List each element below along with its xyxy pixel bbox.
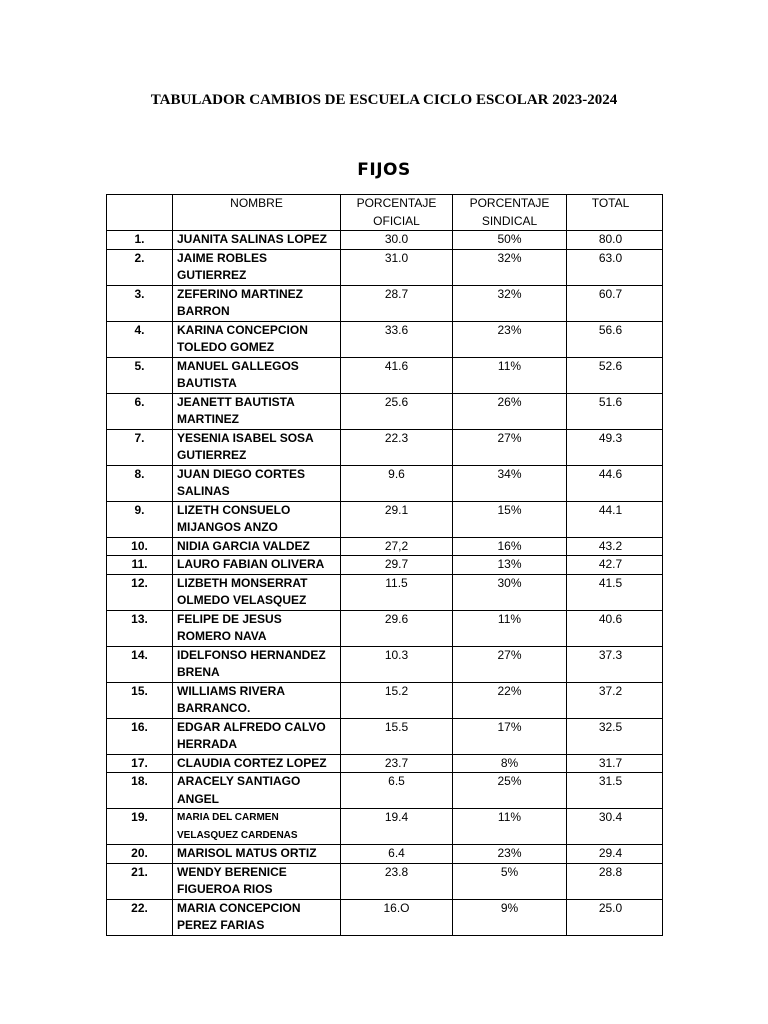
row-name: WILLIAMS RIVERA BARRANCO. (173, 682, 341, 718)
table-row (107, 537, 663, 556)
row-total: 43.2 (567, 537, 663, 556)
row-porcentaje-oficial: 16.O (341, 899, 453, 935)
row-number: 5. (107, 357, 173, 393)
row-porcentaje-sindical: 5% (453, 863, 567, 899)
row-name: ARACELY SANTIAGO ANGEL (173, 773, 341, 809)
row-number: 7. (107, 429, 173, 465)
row-porcentaje-sindical: 23% (453, 321, 567, 357)
row-porcentaje-sindical: 23% (453, 845, 567, 864)
row-porcentaje-oficial: 31.0 (341, 249, 453, 285)
row-name: JUAN DIEGO CORTES SALINAS (173, 465, 341, 501)
table-row (107, 754, 663, 773)
row-number: 19. (107, 809, 173, 845)
row-total: 28.8 (567, 863, 663, 899)
row-total: 37.3 (567, 646, 663, 682)
row-total: 40.6 (567, 610, 663, 646)
row-number: 18. (107, 773, 173, 809)
row-name: NIDIA GARCIA VALDEZ (173, 537, 341, 556)
row-total: 63.0 (567, 249, 663, 285)
row-name: JUANITA SALINAS LOPEZ (173, 231, 341, 250)
row-name: MANUEL GALLEGOS BAUTISTA (173, 357, 341, 393)
row-name: YESENIA ISABEL SOSA GUTIERREZ (173, 429, 341, 465)
row-porcentaje-oficial: 30.0 (341, 231, 453, 250)
row-porcentaje-oficial: 15.2 (341, 682, 453, 718)
row-porcentaje-sindical: 26% (453, 393, 567, 429)
row-total: 41.5 (567, 574, 663, 610)
row-number: 14. (107, 646, 173, 682)
row-porcentaje-oficial: 23.8 (341, 863, 453, 899)
row-number: 3. (107, 285, 173, 321)
row-porcentaje-oficial: 22.3 (341, 429, 453, 465)
row-total: 32.5 (567, 718, 663, 754)
row-porcentaje-sindical: 9% (453, 899, 567, 935)
row-total: 44.1 (567, 501, 663, 537)
header-number (107, 195, 173, 231)
header-porcentaje-oficial: PORCENTAJE OFICIAL (341, 195, 453, 231)
row-name: MARIA DEL CARMEN VELASQUEZ CARDENAS (173, 809, 341, 845)
row-number: 9. (107, 501, 173, 537)
row-porcentaje-oficial: 33.6 (341, 321, 453, 357)
row-number: 16. (107, 718, 173, 754)
row-number: 2. (107, 249, 173, 285)
row-name: FELIPE DE JESUS ROMERO NAVA (173, 610, 341, 646)
row-porcentaje-oficial: 28.7 (341, 285, 453, 321)
row-porcentaje-sindical: 22% (453, 682, 567, 718)
row-total: 25.0 (567, 899, 663, 935)
row-name: LIZETH CONSUELO MIJANGOS ANZO (173, 501, 341, 537)
table-row (107, 718, 663, 754)
row-number: 1. (107, 231, 173, 250)
row-number: 6. (107, 393, 173, 429)
row-total: 37.2 (567, 682, 663, 718)
row-number: 13. (107, 610, 173, 646)
row-total: 80.0 (567, 231, 663, 250)
row-name: JEANETT BAUTISTA MARTINEZ (173, 393, 341, 429)
table-row (107, 610, 663, 646)
table-row (107, 465, 663, 501)
header-porcentaje-sindical: PORCENTAJE SINDICAL (453, 195, 567, 231)
table-header-row (107, 195, 663, 231)
row-porcentaje-oficial: 6.5 (341, 773, 453, 809)
row-number: 11. (107, 556, 173, 575)
row-porcentaje-sindical: 13% (453, 556, 567, 575)
header-nombre: NOMBRE (173, 195, 341, 231)
row-number: 21. (107, 863, 173, 899)
row-total: 30.4 (567, 809, 663, 845)
row-porcentaje-sindical: 50% (453, 231, 567, 250)
row-porcentaje-oficial: 10.3 (341, 646, 453, 682)
row-number: 22. (107, 899, 173, 935)
row-porcentaje-sindical: 32% (453, 249, 567, 285)
table-row (107, 646, 663, 682)
row-name: KARINA CONCEPCION TOLEDO GOMEZ (173, 321, 341, 357)
header-total: TOTAL (567, 195, 663, 231)
row-name: EDGAR ALFREDO CALVO HERRADA (173, 718, 341, 754)
row-porcentaje-oficial: 23.7 (341, 754, 453, 773)
table-row (107, 863, 663, 899)
row-porcentaje-oficial: 11.5 (341, 574, 453, 610)
row-porcentaje-oficial: 29.1 (341, 501, 453, 537)
row-number: 17. (107, 754, 173, 773)
row-total: 60.7 (567, 285, 663, 321)
row-porcentaje-sindical: 11% (453, 357, 567, 393)
ranking-table (106, 194, 663, 936)
row-name: ZEFERINO MARTINEZ BARRON (173, 285, 341, 321)
row-porcentaje-sindical: 30% (453, 574, 567, 610)
row-name: IDELFONSO HERNANDEZ BRENA (173, 646, 341, 682)
row-porcentaje-sindical: 27% (453, 429, 567, 465)
table-row (107, 285, 663, 321)
row-number: 8. (107, 465, 173, 501)
row-porcentaje-sindical: 15% (453, 501, 567, 537)
row-total: 56.6 (567, 321, 663, 357)
table-row (107, 556, 663, 575)
document-title: TABULADOR CAMBIOS DE ESCUELA CICLO ESCOLAR 2023-2024 (150, 92, 618, 108)
row-porcentaje-sindical: 17% (453, 718, 567, 754)
row-name: LIZBETH MONSERRAT OLMEDO VELASQUEZ (173, 574, 341, 610)
row-number: 12. (107, 574, 173, 610)
row-porcentaje-oficial: 25.6 (341, 393, 453, 429)
row-porcentaje-sindical: 11% (453, 809, 567, 845)
table-row (107, 321, 663, 357)
table-row (107, 809, 663, 845)
row-porcentaje-sindical: 16% (453, 537, 567, 556)
row-name: MARIA CONCEPCION PEREZ FARIAS (173, 899, 341, 935)
table-row (107, 574, 663, 610)
row-porcentaje-oficial: 6.4 (341, 845, 453, 864)
row-name: JAIME ROBLES GUTIERREZ (173, 249, 341, 285)
row-porcentaje-sindical: 8% (453, 754, 567, 773)
row-name: LAURO FABIAN OLIVERA (173, 556, 341, 575)
row-porcentaje-sindical: 27% (453, 646, 567, 682)
row-number: 10. (107, 537, 173, 556)
row-total: 31.5 (567, 773, 663, 809)
table-row (107, 393, 663, 429)
section-title: FIJOS (357, 160, 411, 180)
table-row (107, 682, 663, 718)
row-total: 49.3 (567, 429, 663, 465)
row-total: 51.6 (567, 393, 663, 429)
table-row (107, 845, 663, 864)
table-row (107, 501, 663, 537)
row-total: 52.6 (567, 357, 663, 393)
table-row (107, 773, 663, 809)
row-porcentaje-oficial: 27,2 (341, 537, 453, 556)
table-row (107, 899, 663, 935)
row-number: 4. (107, 321, 173, 357)
row-porcentaje-oficial: 29.6 (341, 610, 453, 646)
row-total: 42.7 (567, 556, 663, 575)
row-porcentaje-sindical: 25% (453, 773, 567, 809)
row-number: 15. (107, 682, 173, 718)
row-porcentaje-oficial: 41.6 (341, 357, 453, 393)
table-row (107, 249, 663, 285)
row-total: 29.4 (567, 845, 663, 864)
table-row (107, 429, 663, 465)
row-porcentaje-sindical: 32% (453, 285, 567, 321)
row-porcentaje-oficial: 15.5 (341, 718, 453, 754)
row-porcentaje-oficial: 29.7 (341, 556, 453, 575)
row-porcentaje-oficial: 19.4 (341, 809, 453, 845)
row-number: 20. (107, 845, 173, 864)
row-name: MARISOL MATUS ORTIZ (173, 845, 341, 864)
row-total: 31.7 (567, 754, 663, 773)
table-row (107, 357, 663, 393)
table-row (107, 231, 663, 250)
row-porcentaje-oficial: 9.6 (341, 465, 453, 501)
row-porcentaje-sindical: 34% (453, 465, 567, 501)
row-total: 44.6 (567, 465, 663, 501)
row-name: CLAUDIA CORTEZ LOPEZ (173, 754, 341, 773)
row-porcentaje-sindical: 11% (453, 610, 567, 646)
row-name: WENDY BERENICE FIGUEROA RIOS (173, 863, 341, 899)
